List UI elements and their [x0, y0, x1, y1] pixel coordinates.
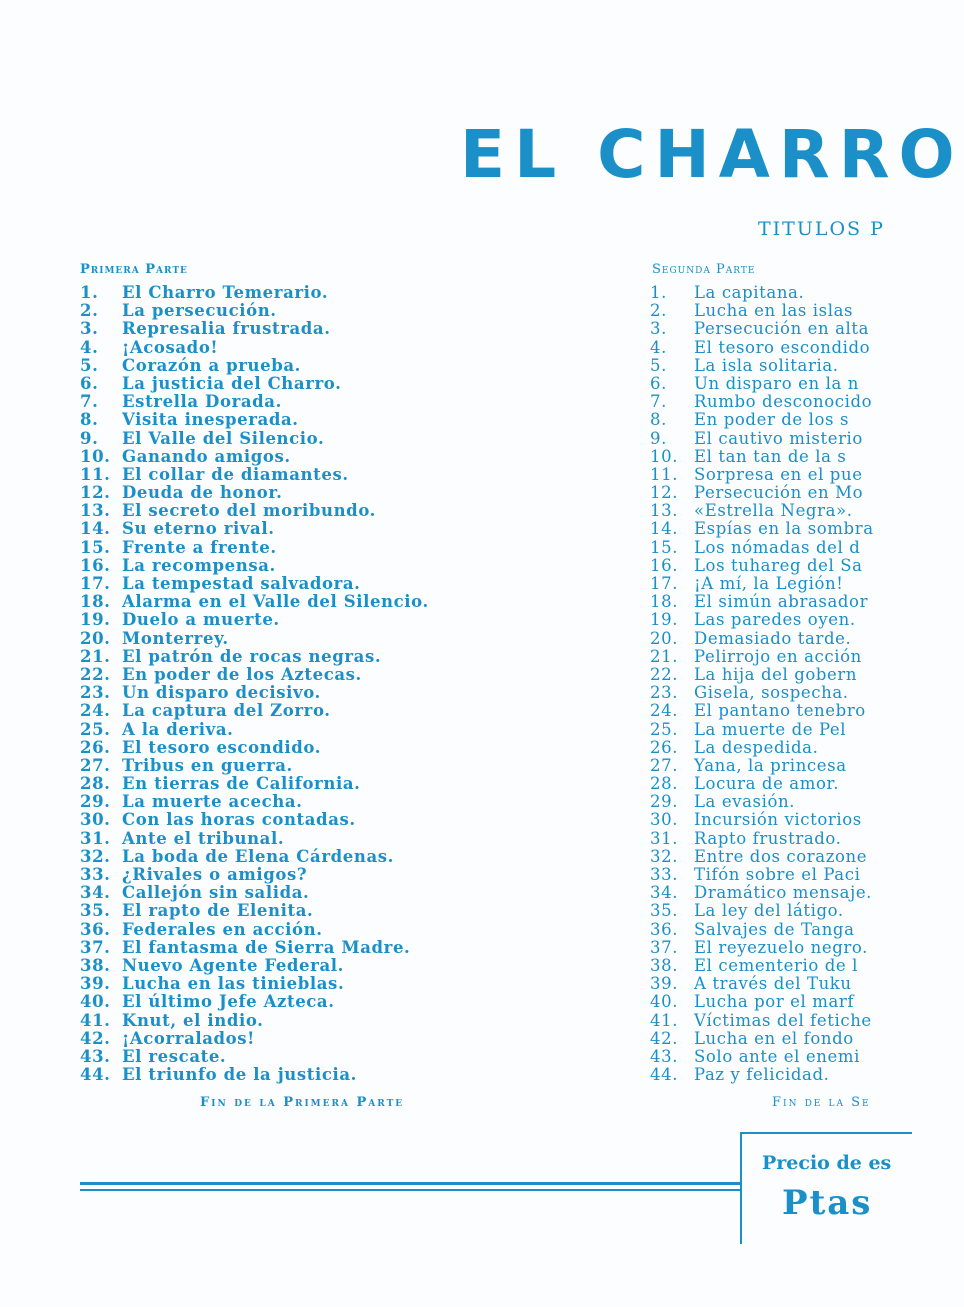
item-number: 12.	[650, 483, 679, 503]
list-item	[80, 702, 429, 720]
item-number: 40.	[650, 992, 679, 1012]
item-title: El Charro Temerario.	[122, 283, 329, 302]
list-item	[80, 848, 429, 866]
list-item	[80, 1066, 429, 1084]
list-item	[650, 430, 874, 448]
item-title: El collar de diamantes.	[122, 464, 349, 484]
part-two-title-list	[650, 284, 874, 1084]
item-title: El Valle del Silencio.	[122, 428, 325, 448]
part-one-end-note: Fin de la Primera Parte	[200, 1095, 405, 1110]
list-item	[80, 593, 429, 611]
item-title: El último Jefe Azteca.	[122, 992, 335, 1012]
item-number: 2.	[650, 301, 667, 321]
item-number: 12.	[80, 483, 111, 503]
item-title: Nuevo Agente Federal.	[122, 955, 344, 975]
item-title: Locura de amor.	[694, 774, 840, 794]
item-title: El tesoro escondido	[694, 337, 871, 357]
list-item	[650, 1048, 874, 1066]
item-number: 20.	[650, 628, 679, 648]
list-item	[650, 339, 874, 357]
list-item	[80, 339, 429, 357]
list-item	[650, 939, 874, 957]
part-one-heading: Primera Parte	[80, 262, 188, 277]
list-item	[650, 575, 874, 593]
item-title: Las paredes oyen.	[694, 610, 856, 630]
item-number: 27.	[650, 755, 679, 775]
item-title: Persecución en Mo	[694, 483, 864, 503]
item-number: 8.	[650, 410, 667, 430]
item-title: Los nómadas del d	[694, 537, 861, 557]
item-title: La hija del gobern	[694, 664, 858, 684]
item-number: 14.	[80, 519, 111, 539]
item-number: 23.	[650, 683, 679, 703]
item-title: La muerte de Pel	[694, 719, 847, 739]
item-number: 34.	[650, 883, 679, 903]
item-number: 43.	[80, 1046, 111, 1066]
item-title: Duelo a muerte.	[122, 610, 280, 630]
item-number: 33.	[650, 865, 679, 884]
item-number: 17.	[80, 574, 111, 593]
item-number: 14.	[650, 519, 679, 539]
item-number: 5.	[80, 355, 99, 375]
item-number: 11.	[650, 464, 679, 484]
item-number: 32.	[650, 846, 679, 866]
list-item	[650, 739, 874, 757]
item-title: La boda de Elena Cárdenas.	[122, 846, 394, 866]
item-title: Lucha en las tinieblas.	[122, 974, 345, 994]
part-two-end-note: Fin de la Se	[772, 1095, 871, 1110]
item-number: 17.	[650, 574, 679, 593]
item-number: 9.	[650, 428, 667, 448]
item-number: 21.	[650, 646, 679, 666]
item-title: El patrón de rocas negras.	[122, 646, 382, 666]
list-item	[650, 1012, 874, 1030]
list-item	[80, 793, 429, 811]
item-number: 10.	[80, 446, 111, 466]
item-title: La persecución.	[122, 301, 277, 321]
item-number: 6.	[80, 373, 99, 393]
list-item	[650, 393, 874, 411]
item-number: 38.	[650, 955, 679, 975]
list-item	[80, 975, 429, 993]
item-title: Entre dos corazone	[694, 846, 868, 866]
item-title: En tierras de California.	[122, 774, 361, 794]
item-number: 41.	[650, 1010, 679, 1030]
list-item	[650, 448, 874, 466]
list-item	[650, 302, 874, 320]
item-title: La tempestad salvadora.	[122, 574, 361, 593]
item-title: Estrella Dorada.	[122, 392, 282, 412]
item-number: 9.	[80, 428, 99, 448]
item-title: La capitana.	[694, 283, 805, 302]
item-title: A la deriva.	[122, 719, 234, 739]
list-item	[80, 539, 429, 557]
item-number: 20.	[80, 628, 111, 648]
rule-line-bottom	[80, 1189, 740, 1191]
list-item	[650, 921, 874, 939]
list-item	[650, 975, 874, 993]
item-title: Solo ante el enemi	[694, 1046, 860, 1066]
item-title: Rumbo desconocido	[694, 392, 873, 412]
list-item	[80, 320, 429, 338]
list-item	[650, 830, 874, 848]
item-number: 24.	[650, 701, 679, 721]
list-item	[650, 648, 874, 666]
item-number: 39.	[650, 974, 679, 994]
item-title: Lucha por el marf	[694, 992, 855, 1012]
item-number: 44.	[80, 1065, 111, 1085]
item-title: El tan tan de la s	[694, 446, 847, 466]
item-number: 6.	[650, 373, 667, 393]
page-title: EL CHARRO	[460, 116, 964, 193]
list-item	[80, 866, 429, 884]
item-title: El cementerio de l	[694, 955, 858, 975]
item-number: 42.	[650, 1028, 679, 1048]
list-item	[650, 684, 874, 702]
list-item	[650, 848, 874, 866]
list-item	[80, 721, 429, 739]
list-item	[80, 484, 429, 502]
list-item	[80, 739, 429, 757]
list-item	[650, 666, 874, 684]
item-title: El fantasma de Sierra Madre.	[122, 937, 411, 957]
item-number: 19.	[80, 610, 111, 630]
item-title: La captura del Zorro.	[122, 701, 331, 721]
list-item	[650, 866, 874, 884]
list-item	[650, 775, 874, 793]
item-number: 26.	[650, 737, 679, 757]
item-number: 37.	[650, 937, 679, 957]
list-item	[80, 575, 429, 593]
list-item	[650, 520, 874, 538]
item-title: Ganando amigos.	[122, 446, 291, 466]
list-item	[650, 993, 874, 1011]
item-number: 42.	[80, 1028, 111, 1048]
list-item	[80, 284, 429, 302]
item-title: Callejón sin salida.	[122, 883, 310, 903]
list-item	[650, 502, 874, 520]
item-title: Pelirrojo en acción	[694, 646, 862, 666]
item-number: 43.	[650, 1046, 679, 1066]
item-number: 10.	[650, 446, 679, 466]
item-number: 2.	[80, 301, 99, 321]
subtitle: TITULOS P	[758, 218, 885, 240]
list-item	[650, 357, 874, 375]
item-number: 24.	[80, 701, 111, 721]
item-title: Con las horas contadas.	[122, 810, 356, 830]
item-number: 7.	[650, 392, 667, 412]
item-number: 37.	[80, 937, 111, 957]
item-number: 13.	[650, 501, 679, 521]
list-item	[80, 466, 429, 484]
item-title: Espías en la sombra	[694, 519, 874, 539]
item-title: A través del Tuku	[694, 974, 852, 994]
item-title: Gisela, sospecha.	[694, 683, 849, 703]
item-title: En poder de los Aztecas.	[122, 664, 362, 684]
item-number: 32.	[80, 846, 111, 866]
item-number: 38.	[80, 955, 111, 975]
list-item	[80, 557, 429, 575]
item-number: 44.	[650, 1065, 679, 1085]
item-title: Alarma en el Valle del Silencio.	[122, 592, 429, 612]
item-title: Monterrey.	[122, 628, 229, 648]
item-number: 40.	[80, 992, 111, 1012]
list-item	[80, 375, 429, 393]
part-two-heading: Segunda Parte	[652, 262, 756, 277]
list-item	[650, 1066, 874, 1084]
item-number: 5.	[650, 355, 667, 375]
list-item	[80, 1012, 429, 1030]
item-title: Ante el tribunal.	[122, 828, 285, 848]
list-item	[650, 721, 874, 739]
item-title: Persecución en alta	[694, 319, 870, 339]
price-value: Ptas	[782, 1183, 873, 1223]
item-title: El pantano tenebro	[694, 701, 866, 721]
list-item	[80, 611, 429, 629]
item-title: La isla solitaria.	[694, 355, 839, 375]
list-item	[650, 611, 874, 629]
list-item	[650, 902, 874, 920]
list-item	[80, 957, 429, 975]
item-number: 18.	[650, 592, 679, 612]
item-number: 7.	[80, 392, 99, 412]
item-number: 27.	[80, 755, 111, 775]
list-item	[80, 666, 429, 684]
item-title: El tesoro escondido.	[122, 737, 322, 757]
item-title: La muerte acecha.	[122, 792, 303, 812]
item-title: La ley del látigo.	[694, 901, 844, 921]
list-item	[80, 902, 429, 920]
list-item	[80, 448, 429, 466]
item-number: 1.	[80, 283, 99, 302]
item-number: 29.	[80, 792, 111, 812]
item-number: 3.	[80, 319, 99, 339]
list-item	[80, 630, 429, 648]
item-title: Federales en acción.	[122, 919, 323, 939]
item-number: 31.	[80, 828, 111, 848]
item-number: 13.	[80, 501, 111, 521]
item-title: El reyezuelo negro.	[694, 937, 868, 957]
list-item	[80, 884, 429, 902]
item-title: En poder de los s	[694, 410, 850, 430]
item-title: El secreto del moribundo.	[122, 501, 376, 521]
item-number: 15.	[80, 537, 111, 557]
item-number: 28.	[650, 774, 679, 794]
list-item	[650, 539, 874, 557]
price-label: Precio de es	[762, 1152, 892, 1174]
item-title: Paz y felicidad.	[694, 1065, 830, 1085]
item-title: Sorpresa en el pue	[694, 464, 863, 484]
item-title: Tribus en guerra.	[122, 755, 293, 775]
item-number: 39.	[80, 974, 111, 994]
item-title: Yana, la princesa	[694, 755, 847, 775]
item-title: Corazón a prueba.	[122, 355, 301, 375]
item-number: 23.	[80, 683, 111, 703]
rule-line-top	[80, 1182, 740, 1185]
list-item	[80, 502, 429, 520]
item-title: ¡Acosado!	[122, 337, 219, 357]
list-item	[650, 702, 874, 720]
item-title: Incursión victorios	[694, 810, 862, 830]
list-item	[80, 939, 429, 957]
item-number: 36.	[650, 919, 679, 939]
item-number: 8.	[80, 410, 99, 430]
item-number: 36.	[80, 919, 111, 939]
item-title: ¿Rivales o amigos?	[122, 865, 308, 884]
item-number: 16.	[650, 555, 679, 575]
list-item	[650, 957, 874, 975]
item-number: 16.	[80, 555, 111, 575]
list-item	[650, 884, 874, 902]
item-title: La justicia del Charro.	[122, 373, 342, 393]
item-number: 11.	[80, 464, 111, 484]
item-number: 34.	[80, 883, 111, 903]
item-title: La recompensa.	[122, 555, 276, 575]
list-item	[650, 320, 874, 338]
item-number: 4.	[80, 337, 99, 357]
item-title: La despedida.	[694, 737, 819, 757]
item-title: Frente a frente.	[122, 537, 277, 557]
part-one-title-list	[80, 284, 429, 1084]
item-number: 22.	[650, 664, 679, 684]
item-number: 15.	[650, 537, 679, 557]
item-number: 29.	[650, 792, 679, 812]
list-item	[80, 775, 429, 793]
item-number: 22.	[80, 664, 111, 684]
item-title: Demasiado tarde.	[694, 628, 852, 648]
list-item	[650, 375, 874, 393]
list-item	[80, 993, 429, 1011]
item-number: 25.	[80, 719, 111, 739]
list-item	[80, 1048, 429, 1066]
item-title: El rapto de Elenita.	[122, 901, 314, 921]
item-title: Un disparo decisivo.	[122, 683, 321, 703]
list-item	[650, 793, 874, 811]
list-item	[80, 393, 429, 411]
item-title: El triunfo de la justicia.	[122, 1065, 357, 1085]
list-item	[650, 484, 874, 502]
list-item	[650, 411, 874, 429]
list-item	[80, 811, 429, 829]
item-title: La evasión.	[694, 792, 796, 812]
item-title: Represalia frustrada.	[122, 319, 331, 339]
list-item	[80, 411, 429, 429]
list-item	[650, 557, 874, 575]
list-item	[650, 811, 874, 829]
item-number: 35.	[80, 901, 111, 921]
item-number: 3.	[650, 319, 667, 339]
double-rule-divider	[80, 1182, 740, 1194]
item-number: 41.	[80, 1010, 111, 1030]
item-title: El cautivo misterio	[694, 428, 863, 448]
item-title: Visita inesperada.	[122, 410, 299, 430]
item-title: «Estrella Negra».	[694, 501, 853, 521]
list-item	[80, 648, 429, 666]
item-title: Su eterno rival.	[122, 519, 275, 539]
item-number: 30.	[650, 810, 679, 830]
list-item	[650, 466, 874, 484]
list-item	[80, 921, 429, 939]
item-title: Tifón sobre el Paci	[694, 865, 861, 884]
list-item	[80, 430, 429, 448]
item-title: Deuda de honor.	[122, 483, 283, 503]
item-title: ¡A mí, la Legión!	[694, 574, 844, 593]
item-title: Un disparo en la n	[694, 373, 859, 393]
list-item	[650, 284, 874, 302]
item-title: Rapto frustrado.	[694, 828, 842, 848]
list-item	[650, 593, 874, 611]
item-number: 35.	[650, 901, 679, 921]
item-title: Lucha en las islas	[694, 301, 854, 321]
item-title: Knut, el indio.	[122, 1010, 264, 1030]
list-item	[80, 520, 429, 538]
list-item	[80, 757, 429, 775]
item-number: 21.	[80, 646, 111, 666]
item-number: 26.	[80, 737, 111, 757]
list-item	[80, 357, 429, 375]
item-title: ¡Acorralados!	[122, 1028, 256, 1048]
item-title: Los tuhareg del Sa	[694, 555, 863, 575]
item-number: 25.	[650, 719, 679, 739]
item-title: El simún abrasador	[694, 592, 869, 612]
item-number: 28.	[80, 774, 111, 794]
list-item	[80, 830, 429, 848]
list-item	[80, 302, 429, 320]
item-title: El rescate.	[122, 1046, 227, 1066]
item-title: Víctimas del fetiche	[694, 1010, 872, 1030]
list-item	[650, 1030, 874, 1048]
item-number: 31.	[650, 828, 679, 848]
list-item	[80, 1030, 429, 1048]
item-number: 1.	[650, 283, 667, 302]
item-number: 19.	[650, 610, 679, 630]
item-title: Lucha en el fondo	[694, 1028, 854, 1048]
item-number: 18.	[80, 592, 111, 612]
list-item	[80, 684, 429, 702]
list-item	[650, 757, 874, 775]
list-item	[650, 630, 874, 648]
item-number: 33.	[80, 865, 111, 884]
item-number: 4.	[650, 337, 667, 357]
item-title: Salvajes de Tanga	[694, 919, 855, 939]
item-title: Dramático mensaje.	[694, 883, 873, 903]
item-number: 30.	[80, 810, 111, 830]
